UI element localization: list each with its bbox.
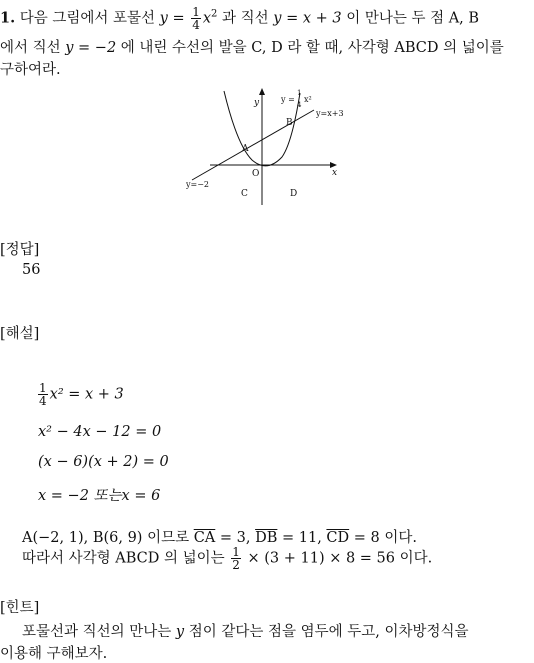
eq1-rest: x² = x + 3 [49,386,124,403]
x-axis-label: x [332,168,338,178]
fraction-quarter: $\frac{1}{4}$ [192,5,200,32]
graph-figure [182,85,352,210]
problem-text-d: 에서 직선 [0,40,61,56]
fraction-half: $\frac{1}{2}$ [232,545,240,572]
area-text: 따라서 사각형 ABCD 의 넓이는 [22,550,225,567]
segment-cd: $\overline{CD}$ [326,530,350,546]
parabola-lhs: y = [159,10,185,27]
exponent: 2 [211,8,218,20]
problem-text-c: 이 만나는 두 점 A, B [346,10,480,27]
point-d-label: D [290,189,298,199]
hint-line-1 [22,620,469,641]
parabola-label-b: x² [304,95,312,104]
point-b-label: B [286,118,293,128]
area-formula: × (3 + 11) × 8 = 56 이다. [247,550,433,567]
parabola-label-a: y = [281,95,295,104]
problem-text: 다음 그림에서 포물선 [19,10,156,27]
problem-number: 1. [0,9,16,27]
parabola-label-num: 1 [297,89,302,97]
hline-label: y=−2 [186,180,210,189]
answer-heading: [정답] [0,242,40,258]
point-a-label: A [242,144,249,154]
problem-text-b: 과 직선 [222,10,269,27]
segment-cd-value: = 8 이다. [353,530,417,546]
solution-eq-1 [36,382,124,407]
solution-line-6 [22,546,432,571]
hline-equation: y = −2 [65,40,117,56]
segment-db: $\overline{DB}$ [255,530,278,546]
origin-label: O [252,169,260,179]
parabola-x: x [202,10,212,27]
answer-value: 56 [22,262,41,278]
solution-eq-4: x = −2 또는x = 6 [38,488,161,504]
points-text: A(−2, 1), B(6, 9) 이므로 [22,530,190,546]
y-axis-label: y [254,98,260,108]
segment-db-value: = 11, [281,530,322,546]
point-c-label: C [241,189,248,199]
hint-var: y [175,624,185,640]
problem-line-2 [0,36,504,57]
parabola-label-den: 4 [297,101,302,109]
line-label: y=x+3 [316,109,344,118]
problem-line-1 [0,6,479,31]
solution-line-5 [22,526,417,547]
segment-ca-value: = 3, [219,530,251,546]
solution-heading: [해설] [0,326,40,342]
line-equation: y = x + 3 [273,10,342,27]
hint-heading: [힌트] [0,600,40,616]
hint-text-a: 포물선과 직선의 만나는 [22,624,172,640]
hint-line-2: 이용해 구해보자. [0,646,108,662]
problem-line-3: 구하여라. [0,62,61,78]
segment-ca: $\overline{CA}$ [193,530,216,546]
hint-text-b: 점이 같다는 점을 염두에 두고, 이차방정식을 [188,624,469,640]
solution-eq-2: x² − 4x − 12 = 0 [38,424,162,440]
problem-text-e: 에 내린 수선의 발을 C, D 라 할 때, 사각형 ABCD 의 넓이를 [120,40,504,56]
solution-eq-3: (x − 6)(x + 2) = 0 [38,454,169,470]
fraction-quarter-sol: $\frac{1}{4}$ [39,381,47,408]
